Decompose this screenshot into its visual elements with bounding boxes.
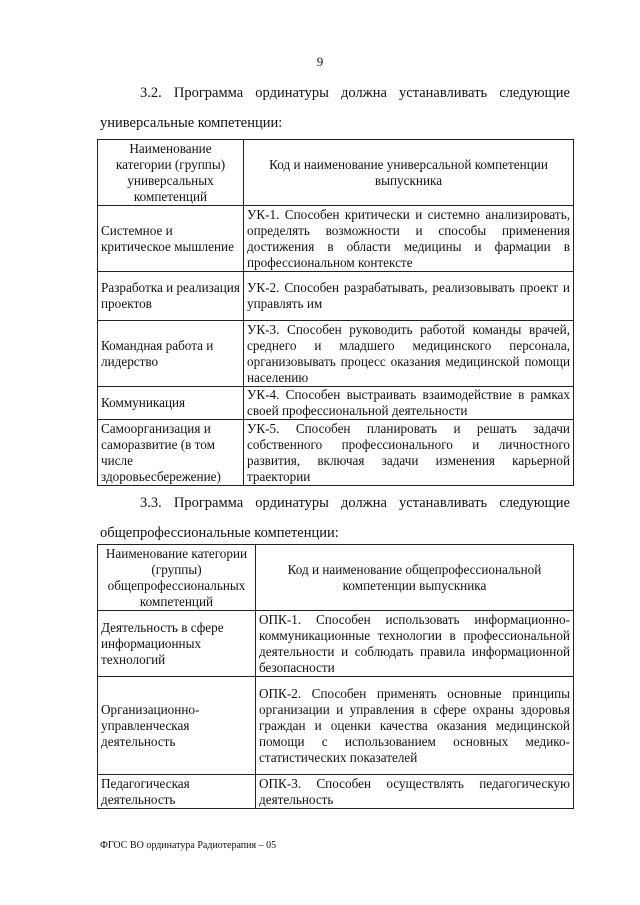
section-3-3-intro <box>100 488 570 548</box>
section-3-2-line1: 3.2. Программа ординатуры должна устанавливать следующие <box>140 85 570 101</box>
table-row-category: Системное и критическое мышление <box>98 206 244 272</box>
section-3-2-intro <box>100 78 570 138</box>
section-3-2-line2: универсальные компетенции: <box>100 115 283 131</box>
header-category: Наименование категории (группы) общепрофессиональных компетенций <box>98 545 256 611</box>
table-row-category: Командная работа и лидерство <box>98 321 244 387</box>
table-row-description: УК-1. Способен критически и системно анализировать, определять возможности и способы применения достижения в области медицины и фармации в профессиональном контексте <box>244 206 574 272</box>
table-row-category: Самоорганизация и саморазвитие (в том числе здоровьесбережение) <box>98 420 244 486</box>
document-footer: ФГОС ВО ординатура Радиотерапия – 05 <box>100 840 277 851</box>
table-row-category: Организационно-управленческая деятельность <box>98 677 256 775</box>
general-professional-competencies-table <box>97 544 574 809</box>
table-row-category: Коммуникация <box>98 387 244 420</box>
table-row-description: ОПК-1. Способен использовать информационно-коммуникационные технологии в профессиональной деятельности и соблюдать правила информационной безопасности <box>256 611 574 677</box>
section-3-3-line1: 3.3. Программа ординатуры должна устанавливать следующие <box>140 495 570 511</box>
table-row-description: УК-5. Способен планировать и решать задачи собственного профессионального и личностного развития, включая задачи изменения карьерной траектории <box>244 420 574 486</box>
header-code: Код и наименование общепрофессиональной компетенции выпускника <box>256 545 574 611</box>
header-code: Код и наименование универсальной компетенции выпускника <box>244 140 574 206</box>
table-row-category: Деятельность в сфере информационных технологий <box>98 611 256 677</box>
universal-competencies-table <box>97 139 574 486</box>
table-row-category: Педагогическая деятельность <box>98 775 256 809</box>
table-row-category: Разработка и реализация проектов <box>98 272 244 321</box>
table-row-description: УК-3. Способен руководить работой команды врачей, среднего и младшего медицинского персонала, организовывать процесс оказания медицинской помощи населению <box>244 321 574 387</box>
table-row-description: УК-2. Способен разрабатывать, реализовывать проект и управлять им <box>244 272 574 321</box>
table-row-description: УК-4. Способен выстраивать взаимодействие в рамках своей профессиональной деятельности <box>244 387 574 420</box>
header-category: Наименование категории (группы) универсальных компетенций <box>98 140 244 206</box>
page-number: 9 <box>316 54 324 69</box>
table-row-description: ОПК-3. Способен осуществлять педагогическую деятельность <box>256 775 574 809</box>
table-row-description: ОПК-2. Способен применять основные принципы организации и управления в сфере охраны здоровья граждан и оценки качества оказания медицинской помощи с использованием основных медико-статистических показателей <box>256 677 574 775</box>
section-3-3-line2: общепрофессиональные компетенции: <box>100 525 339 541</box>
